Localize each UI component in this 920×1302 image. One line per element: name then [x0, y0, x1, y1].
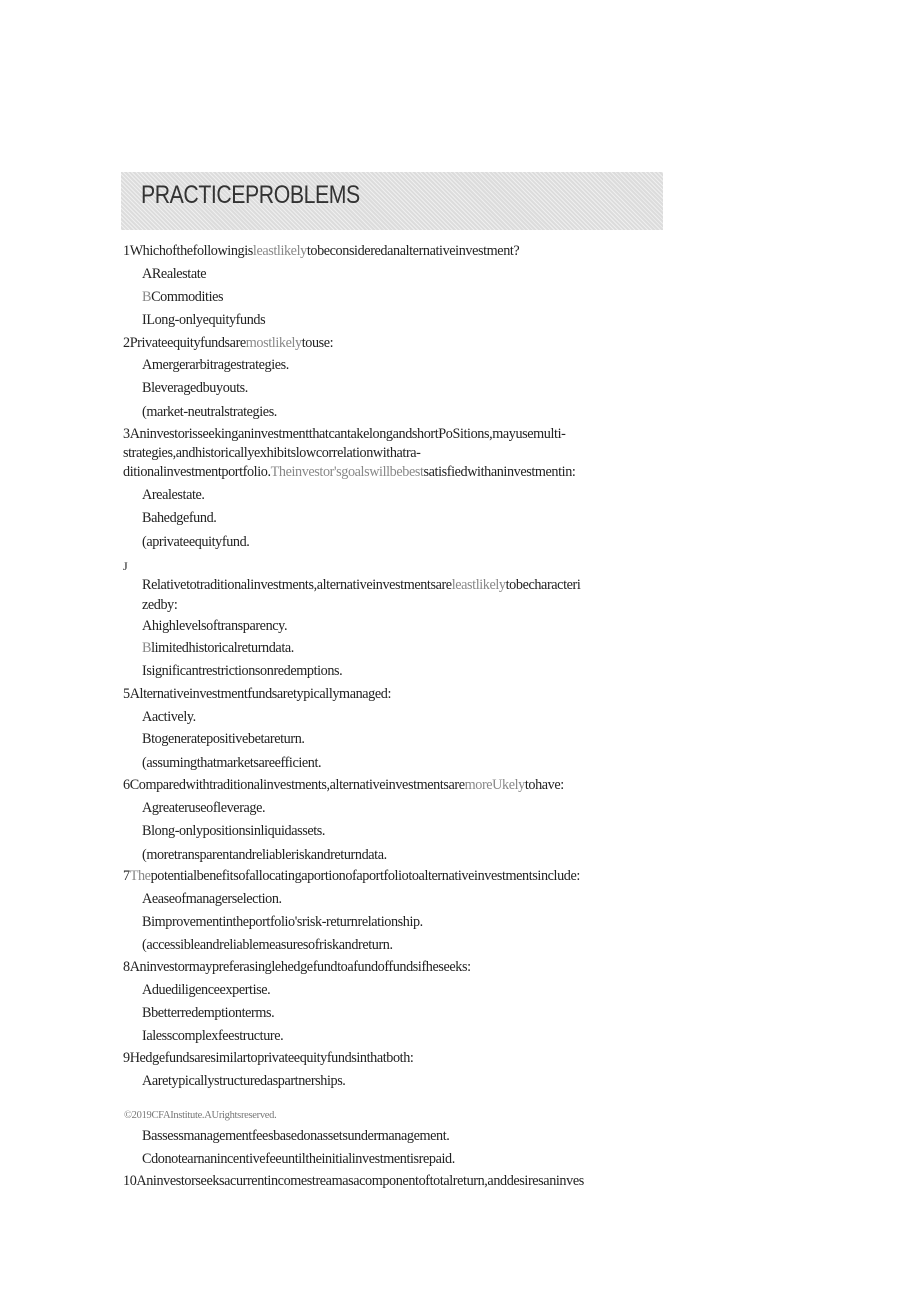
option-7a: Aeaseofmanagerselection. — [142, 891, 282, 907]
question-3-line-1: 3AninvestorisseekinganinvestmentthatcantakelongandshortPoSitions,mayusemulti- — [123, 426, 566, 442]
question-2: 2Privateequityfundsaremostlikelytouse: — [123, 335, 334, 351]
question-4-cont: zedby: — [142, 597, 178, 613]
option-8c: Ialesscomplexfeestructure. — [142, 1028, 284, 1044]
option-5b: Btogeneratepositivebetareturn. — [142, 731, 305, 747]
option-4a: Ahighlevelsoftransparency. — [142, 618, 288, 634]
option-3b: Bahedgefund. — [142, 510, 217, 526]
question-5: 5Alternativeinvestmentfundsaretypicallymanaged: — [123, 686, 392, 702]
option-6c: (moretransparentandreliableriskandreturndata. — [142, 847, 387, 863]
option-2c: (market-neutralstrategies. — [142, 404, 277, 420]
option-8a: Aduediligenceexpertise. — [142, 982, 271, 998]
option-6a: Agreateruseofleverage. — [142, 800, 266, 816]
option-1a: ARealestate — [142, 266, 207, 282]
option-9b: Bassessmanagementfeesbasedonassetsundermanagement. — [142, 1128, 450, 1144]
option-4c: Isignificantrestrictionsonredemptions. — [142, 663, 343, 679]
option-1c: ILong-onlyequityfunds — [142, 312, 266, 328]
option-1b: BCommodities — [142, 289, 224, 305]
option-3c: (aprivateequityfund. — [142, 534, 250, 550]
question-10: 10Aninvestorseeksacurrentincomestreamasacomponentoftotalreturn,anddesiresaninves — [123, 1173, 584, 1189]
option-7c: (accessibleandreliablemeasuresofriskandreturn. — [142, 937, 393, 953]
option-5a: Aactively. — [142, 709, 196, 725]
option-5c: (assumingthatmarketsareefficient. — [142, 755, 322, 771]
question-9: 9Hedgefundsaresimilartoprivateequityfundsinthatboth: — [123, 1050, 414, 1066]
option-9c: Cdonotearnanincentivefeeuntiltheinitialinvestmentisrepaid. — [142, 1151, 455, 1167]
question-8: 8Aninvestormaypreferasinglehedgefundtoafundoffundsifheseeks: — [123, 959, 471, 975]
option-9a: Aaretypicallystructuredaspartnerships. — [142, 1073, 346, 1089]
question-1: 1Whichofthefollowingisleastlikelytobeconsideredanalternativeinvestment? — [123, 243, 520, 259]
question-3-line-2: strategies,andhistoricallyexhibitslowcorrelationwithatra- — [123, 445, 421, 461]
question-4: Relativetotraditionalinvestments,alternativeinvestmentsareleastlikelytobecharacteri — [142, 577, 581, 593]
option-4b: Blimitedhistoricalreturndata. — [142, 640, 294, 656]
page-title: PRACTICEPROBLEMS — [141, 181, 360, 209]
question-6: 6Comparedwithtraditionalinvestments,alternativeinvestmentsaremoreUkelytohave: — [123, 777, 564, 793]
option-7b: Bimprovementintheportfolio'srisk-returnrelationship. — [142, 914, 423, 930]
question-4-marker: J — [123, 559, 128, 573]
question-7: 7Thepotentialbenefitsofallocatingaportionofaportfoliotoalternativeinvestmentsinclude: — [123, 868, 580, 884]
option-2b: Bleveragedbuyouts. — [142, 380, 248, 396]
option-2a: Amergerarbitragestrategies. — [142, 357, 289, 373]
section-header-band — [121, 172, 663, 230]
option-3a: Arealestate. — [142, 487, 205, 503]
option-8b: Bbetterredemptionterms. — [142, 1005, 275, 1021]
question-3-line-3: ditionalinvestmentportfolio.Theinvestor'sgoalswillbebestsatisfiedwithaninvestmentin: — [123, 464, 576, 480]
option-6b: Blong-onlypositionsinliquidassets. — [142, 823, 326, 839]
copyright-notice: ©2019CFAInstitute.AUrightsreserved. — [124, 1110, 277, 1121]
